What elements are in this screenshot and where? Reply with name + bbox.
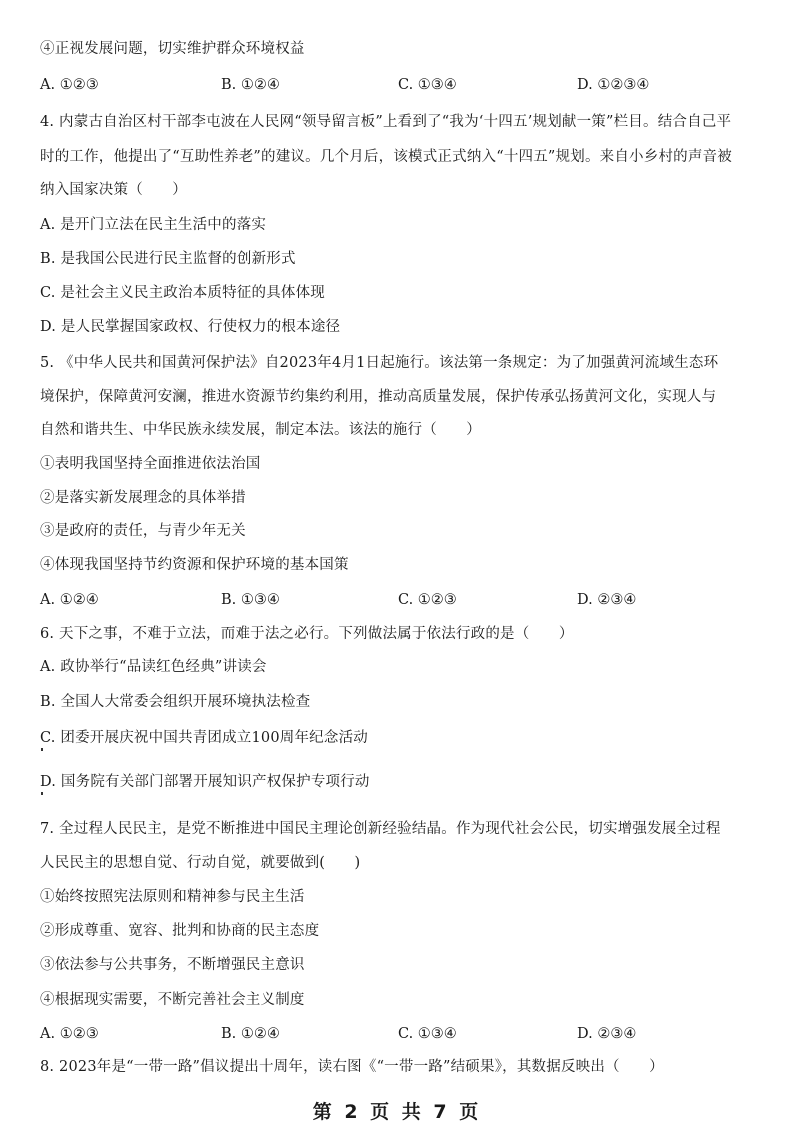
q7-option-b: B. ①②④ (221, 1026, 280, 1042)
q3-option-c: C. ①③④ (398, 77, 457, 93)
q4-stem-line-1: 4. 内蒙古自治区村干部李屯波在人民网“领导留言板”上看到了“我为‘十四五’规划献一策”栏目。结合自己平 (40, 114, 732, 130)
q7-option-d: D. ②③④ (577, 1026, 637, 1042)
q5-stem-line-2: 境保护，保障黄河安澜，推进水资源节约集约利用，推动高质量发展，保护传承弘扬黄河文化，实现人与 (40, 389, 717, 405)
q4-option-c: C. 是社会主义民主政治本质特征的具体体现 (40, 285, 325, 301)
q7-statement-3: ③依法参与公共事务，不断增强民主意识 (40, 957, 305, 973)
q5-stem-line-3: 自然和谐共生、中华民族永续发展，制定本法。该法的施行（ ） (40, 422, 481, 438)
q6-option-b: B. 全国人大常委会组织开展环境执法检查 (40, 694, 311, 710)
q7-option-c: C. ①③④ (398, 1026, 457, 1042)
q4-option-d: D. 是人民掌握国家政权、行使权力的根本途径 (40, 319, 341, 335)
q5-statement-2: ②是落实新发展理念的具体举措 (40, 490, 246, 506)
q3-option-a: A. ①②③ (40, 77, 99, 93)
q5-statement-4: ④体现我国坚持节约资源和保护环境的基本国策 (40, 557, 349, 573)
q7-stem-line-1: 7. 全过程人民民主，是党不断推进中国民主理论创新经验结晶。作为现代社会公民，切实增强发展全过程 (40, 821, 721, 837)
q6-stem: 6. 天下之事，不难于立法，而难于法之必行。下列做法属于依法行政的是（ ） (40, 626, 574, 642)
q6-option-a: A. 政协举行“品读红色经典”讲读会 (40, 659, 267, 675)
q7-option-a: A. ①②③ (40, 1026, 99, 1042)
q5-options (40, 590, 764, 610)
q4-option-b: B. 是我国公民进行民主监督的创新形式 (40, 251, 296, 267)
q5-option-b: B. ①③④ (221, 592, 280, 608)
q6-option-c: C. 团委开展庆祝中国共青团成立100周年纪念活动 (40, 730, 368, 746)
scan-mark (41, 748, 43, 751)
q3-statement-4: ④正视发展问题，切实维护群众环境权益 (40, 41, 305, 57)
q7-options (40, 1024, 764, 1044)
q5-option-a: A. ①②④ (40, 592, 99, 608)
q7-statement-4: ④根据现实需要，不断完善社会主义制度 (40, 992, 305, 1008)
q3-options (40, 75, 764, 95)
q7-stem-line-2: 人民民主的思想自觉、行动自觉，就要做到( ) (40, 855, 361, 871)
q8-stem: 8. 2023年是“一带一路”倡议提出十周年，读右图《“一带一路”结硕果》，其数据反映出（ ） (40, 1059, 664, 1075)
q3-option-d: D. ①②③④ (577, 77, 650, 93)
q4-stem-line-2: 时的工作，他提出了“互助性养老”的建议。几个月后，该模式正式纳入“十四五”规划。来自小乡村的声音被 (40, 149, 732, 165)
q4-option-a: A. 是开门立法在民主生活中的落实 (40, 217, 267, 233)
q3-option-b: B. ①②④ (221, 77, 280, 93)
q4-stem-line-3: 纳入国家决策（ ） (40, 182, 187, 198)
q5-stem-line-1: 5. 《中华人民共和国黄河保护法》自2023年4月1日起施行。该法第一条规定：为了加强黄河流域生态环 (40, 355, 719, 371)
q7-statement-2: ②形成尊重、宽容、批判和协商的民主态度 (40, 923, 320, 939)
q6-option-d: D. 国务院有关部门部署开展知识产权保护专项行动 (40, 774, 370, 790)
scan-mark (41, 792, 43, 795)
page-number-footer: 第 2 页 共 7 页 (312, 1101, 482, 1123)
q5-statement-1: ①表明我国坚持全面推进依法治国 (40, 456, 261, 472)
q5-statement-3: ③是政府的责任，与青少年无关 (40, 523, 246, 539)
q5-option-c: C. ①②③ (398, 592, 457, 608)
q5-option-d: D. ②③④ (577, 592, 637, 608)
q7-statement-1: ①始终按照宪法原则和精神参与民主生活 (40, 889, 305, 905)
